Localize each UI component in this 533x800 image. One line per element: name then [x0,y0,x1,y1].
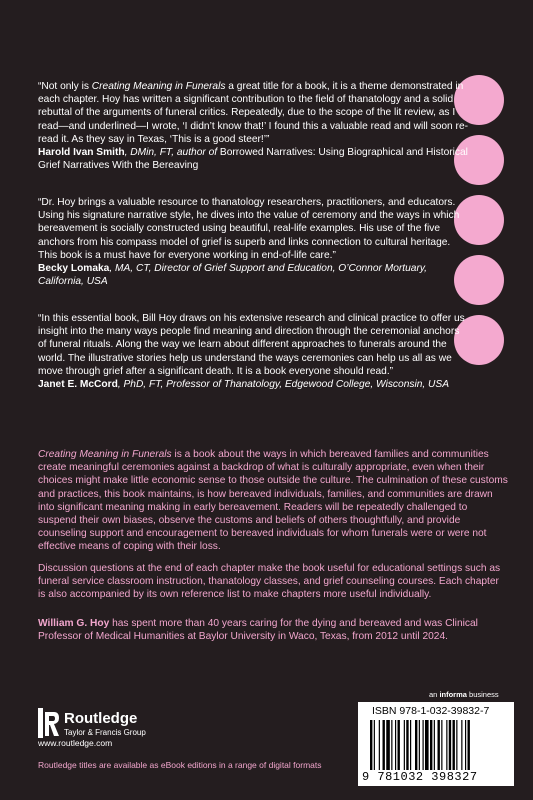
endorsement-quote-3 [38,312,468,391]
publisher-url: www.routledge.com [38,738,113,748]
description-paragraph-2: Discussion questions at the end of each chapter make the book useful for educational settings such as funeral service classroom instruction, thanatology classes, and grief counseling courses. Each chapter is also accompanied by its own reference list to make chapters more useful individually. [38,563,501,601]
publisher-logo [38,708,148,738]
book-description [38,448,508,554]
book-description-2 [38,562,508,602]
quote-text: “Dr. Hoy brings a valuable resource to thanatology researchers, practitioners, and educators. Using his signature narrative style, he dives into the value of ceremony and the ways in which bereavement is socially constructed using beautiful, real-life examples. His use of the five anchors from his compass model of grief is superb and links connection to cultural heritage. This book is a must have for everyone working in end-of-life care.” [38,197,460,261]
isbn-barcode [358,702,514,786]
quote-attribution: Harold Ivan Smith, DMin, FT, author of Borrowed Narratives: Using Biographical and Historical Grief Narratives With the Bereaving [38,147,468,172]
endorsement-quote-1 [38,80,468,172]
publisher-name: Routledge [64,710,138,727]
barcode-bars [370,720,506,770]
author-bio-text: William G. Hoy has spent more than 40 years caring for the dying and bereaved and was Clinical Professor of Medical Humanities at Baylor University in Waco, Texas, from 2012 until 2024. [38,618,478,643]
barcode-digits: 9 781032 398327 [362,770,478,784]
quote-attribution: Becky Lomaka, MA, CT, Director of Grief Support and Education, O’Connor Mortuary, California, USA [38,263,428,288]
quote-text: “In this essential book, Bill Hoy draws on his extensive research and clinical practice to offer us insight into the many ways people find meaning and direction through the ceremonial anchors of funeral rituals. Along the way we learn about different approaches to funerals around the world. The illustrative stories help us understand the ways ceremonies can help us all as we move through grief after a significant death. It is a book everyone should read.” [38,313,465,377]
endorsement-quote-2 [38,196,468,288]
informa-business-label: an informa business [429,690,499,699]
author-bio [38,617,508,643]
publisher-group: Taylor & Francis Group [64,728,146,737]
description-paragraph-1: Creating Meaning in Funerals is a book about the ways in which bereaved families and communities create meaningful ceremonies against a backdrop of what is culturally appropriate, even when their choices might make little economic sense to those outside the culture. The culmination of these customs and practices, this book maintains, is how bereaved individuals, families, and communities are drawn into significant meaning making in early bereavement. Readers will be repeatedly challenged to suspend their own biases, observe the customs and beliefs of others thoughtfully, and provide counseling support and encouragement to bereaved individuals for whom funerals were or were not effective means of coping with their loss. [38,449,508,553]
routledge-mark-icon [38,708,60,738]
quote-attribution: Janet E. McCord, PhD, FT, Professor of Thanatology, Edgewood College, Wisconsin, USA [38,379,449,391]
ebook-availability: Routledge titles are available as eBook editions in a range of digital formats [38,760,322,770]
quote-text: “Not only is Creating Meaning in Funerals a great title for a book, it is a theme demonstrated in each chapter. Hoy has written a significant contribution to the field of thanatology and a solid rebuttal of the arguments of funeral critics. Repeatedly, due to the scope of the lit review, as I read—and underlined—I wrote, ‘I didn’t know that!’ I found this a valuable read and will soon re-read it. As they say in Texas, ‘This is a good steer!’” [38,81,469,145]
isbn-text: ISBN 978-1-032-39832-7 [372,705,490,717]
